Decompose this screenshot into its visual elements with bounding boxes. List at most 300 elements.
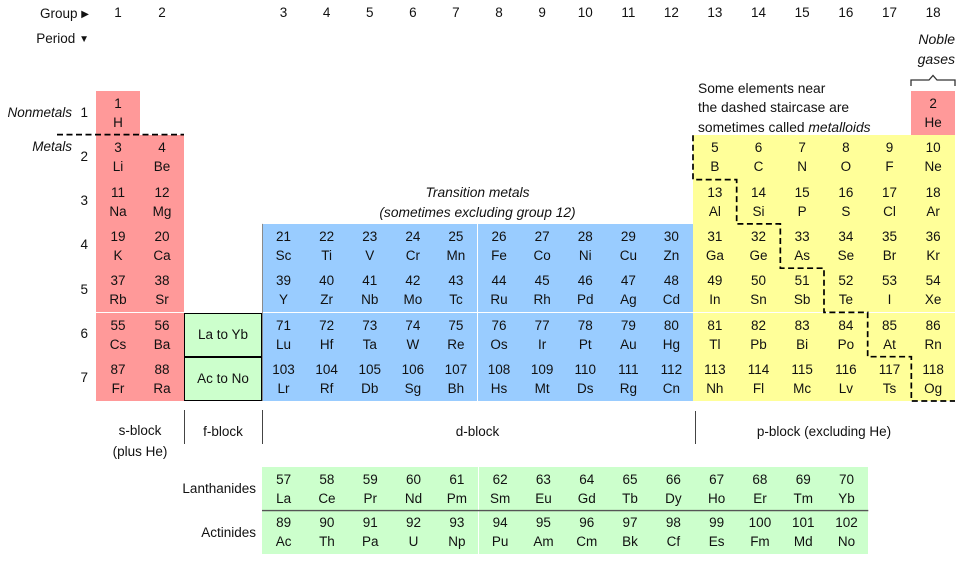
lanthanide-cell-Nd bbox=[392, 467, 435, 511]
element-cell-Pb bbox=[737, 313, 781, 357]
element-symbol: Rg bbox=[619, 380, 637, 396]
atomic-number: 114 bbox=[747, 361, 770, 377]
element-symbol: Lr bbox=[277, 380, 290, 396]
atomic-number: 12 bbox=[154, 184, 170, 200]
element-symbol: Bh bbox=[447, 380, 465, 396]
element-symbol: Sm bbox=[490, 490, 511, 506]
element-cell-Se bbox=[824, 224, 868, 268]
atomic-number: 9 bbox=[885, 140, 894, 156]
lanthanide-cell-Pm bbox=[435, 467, 478, 511]
element-cell-F bbox=[868, 135, 912, 179]
element-cell-Cn bbox=[650, 357, 693, 401]
element-cell-Zr bbox=[305, 268, 348, 312]
element-cell-Ga bbox=[693, 224, 737, 268]
group-number-12: 12 bbox=[663, 5, 679, 20]
atomic-number: 24 bbox=[405, 229, 421, 245]
atomic-number: 95 bbox=[535, 515, 551, 531]
element-symbol: Po bbox=[837, 336, 855, 352]
element-symbol: Nd bbox=[404, 490, 423, 506]
atomic-number: 118 bbox=[922, 361, 944, 377]
atomic-number: 16 bbox=[838, 184, 854, 200]
element-symbol: He bbox=[924, 115, 942, 131]
element-symbol: Bk bbox=[622, 534, 638, 550]
element-cell-H bbox=[96, 91, 140, 135]
element-cell-Mc bbox=[780, 357, 824, 401]
atomic-number: 80 bbox=[663, 317, 679, 333]
element-symbol: P bbox=[797, 203, 807, 219]
element-symbol: Sc bbox=[275, 248, 292, 264]
atomic-number: 76 bbox=[491, 317, 507, 333]
element-cell-Rb bbox=[96, 268, 140, 312]
element-cell-C bbox=[737, 135, 781, 179]
element-cell-Mn bbox=[434, 224, 477, 268]
element-cell-Ar bbox=[911, 180, 955, 224]
element-symbol: Li bbox=[112, 159, 124, 175]
element-symbol: Pd bbox=[576, 292, 594, 308]
nonmetals-label: Nonmetals bbox=[7, 105, 72, 120]
atomic-number: 3 bbox=[114, 140, 122, 156]
element-cell-Hs bbox=[478, 357, 521, 401]
atomic-number: 55 bbox=[110, 317, 126, 333]
element-symbol: Sn bbox=[750, 292, 767, 308]
group-number-1: 1 bbox=[114, 5, 122, 20]
atomic-number: 7 bbox=[798, 140, 806, 156]
atomic-number: 111 bbox=[618, 361, 639, 377]
element-symbol: Ti bbox=[321, 248, 333, 264]
atomic-number: 99 bbox=[709, 515, 725, 531]
element-cell-Hg bbox=[650, 313, 693, 357]
noble-gases-label bbox=[855, 29, 955, 69]
element-cell-Al bbox=[693, 180, 737, 224]
element-symbol: K bbox=[113, 248, 123, 264]
element-cell-Bh bbox=[434, 357, 477, 401]
element-cell-W bbox=[391, 313, 434, 357]
atomic-number: 44 bbox=[491, 273, 507, 289]
element-cell-At bbox=[868, 313, 912, 357]
element-symbol: Er bbox=[753, 490, 767, 506]
group-number-3: 3 bbox=[279, 5, 288, 20]
actinide-cell-Cf bbox=[652, 511, 695, 555]
metalloids-note bbox=[698, 79, 923, 137]
element-cell-Ts bbox=[868, 357, 912, 401]
actinide-cell-Cm bbox=[565, 511, 608, 555]
element-cell-Te bbox=[824, 268, 868, 312]
lanthanide-cell-Tb bbox=[608, 467, 651, 511]
element-symbol: Hs bbox=[490, 380, 508, 396]
element-symbol: Be bbox=[153, 159, 171, 175]
atomic-number: 112 bbox=[660, 361, 683, 377]
atomic-number: 56 bbox=[154, 317, 170, 333]
element-symbol: Mg bbox=[152, 203, 172, 219]
element-symbol: Ds bbox=[576, 380, 594, 396]
actinide-cell-Es bbox=[695, 511, 738, 555]
element-cell-Pd bbox=[564, 268, 607, 312]
element-symbol: Fm bbox=[750, 534, 770, 550]
element-symbol: Lu bbox=[276, 336, 292, 352]
element-cell-Ne bbox=[911, 135, 955, 179]
s-block-label bbox=[96, 421, 184, 462]
element-cell-Rf bbox=[305, 357, 348, 401]
element-symbol: Dy bbox=[665, 490, 682, 506]
element-symbol: Ce bbox=[318, 490, 336, 506]
atomic-number: 96 bbox=[579, 515, 595, 531]
atomic-number: 27 bbox=[534, 229, 550, 245]
element-symbol: Np bbox=[448, 534, 466, 550]
atomic-number: 6 bbox=[754, 140, 763, 156]
element-symbol: Nh bbox=[706, 380, 724, 396]
element-symbol: Ra bbox=[153, 380, 171, 396]
atomic-number: 68 bbox=[752, 471, 768, 487]
period-label-text: Period bbox=[36, 31, 76, 46]
element-cell-Ti bbox=[305, 224, 348, 268]
element-symbol: Ts bbox=[882, 380, 897, 396]
period-number-3: 3 bbox=[80, 193, 88, 209]
atomic-number: 40 bbox=[319, 273, 335, 289]
atomic-number: 23 bbox=[362, 229, 378, 245]
element-cell-Ds bbox=[564, 357, 607, 401]
atomic-number: 60 bbox=[406, 471, 422, 487]
element-symbol: Th bbox=[319, 534, 335, 550]
element-symbol: Ir bbox=[538, 336, 547, 352]
atomic-number: 8 bbox=[842, 140, 850, 156]
period-number-6: 6 bbox=[80, 326, 88, 341]
atomic-number: 65 bbox=[622, 471, 638, 487]
atomic-number: 13 bbox=[707, 184, 723, 200]
atomic-number: 71 bbox=[276, 317, 292, 333]
element-cell-B bbox=[693, 135, 737, 179]
metalloids-note-line2: the dashed staircase are bbox=[698, 100, 850, 116]
element-symbol: Md bbox=[793, 534, 813, 550]
element-symbol: Db bbox=[361, 380, 379, 396]
atomic-number: 88 bbox=[154, 361, 170, 377]
group-right-arrow-icon: ▶ bbox=[81, 9, 89, 20]
element-cell-Fr bbox=[96, 357, 140, 401]
element-symbol: Ne bbox=[924, 159, 942, 175]
element-cell-As bbox=[780, 224, 824, 268]
element-symbol: Eu bbox=[535, 490, 552, 506]
actinide-cell-Th bbox=[305, 511, 348, 555]
element-symbol: Ca bbox=[153, 248, 171, 264]
atomic-number: 41 bbox=[362, 273, 378, 289]
group-number-17: 17 bbox=[881, 5, 897, 20]
metals-label: Metals bbox=[32, 139, 72, 154]
atomic-number: 72 bbox=[319, 317, 335, 333]
atomic-number: 84 bbox=[838, 317, 854, 333]
element-cell-Sc bbox=[262, 224, 305, 268]
element-symbol: Sr bbox=[155, 292, 169, 308]
atomic-number: 18 bbox=[925, 184, 941, 200]
element-symbol: Cl bbox=[883, 203, 896, 219]
atomic-number: 63 bbox=[535, 471, 551, 487]
atomic-number: 39 bbox=[276, 273, 292, 289]
element-cell-Hf bbox=[305, 313, 348, 357]
noble-gases-line1: Noble bbox=[918, 31, 955, 47]
element-symbol: Ar bbox=[926, 203, 940, 219]
atomic-number: 59 bbox=[362, 471, 378, 487]
lanthanide-cell-Pr bbox=[349, 467, 392, 511]
element-symbol: Tb bbox=[622, 490, 638, 506]
element-cell-Mg bbox=[140, 180, 184, 224]
atomic-number: 49 bbox=[707, 273, 723, 289]
atomic-number: 115 bbox=[791, 361, 813, 377]
element-symbol: Cm bbox=[576, 534, 598, 550]
element-symbol: Am bbox=[533, 534, 554, 550]
s-f-divider-line bbox=[184, 410, 185, 444]
atomic-number: 26 bbox=[491, 229, 507, 245]
group-number-8: 8 bbox=[495, 5, 503, 20]
p-block-label: p-block (excluding He) bbox=[756, 424, 892, 439]
atomic-number: 117 bbox=[878, 361, 901, 377]
element-cell-Ba bbox=[140, 313, 184, 357]
group-number-7: 7 bbox=[452, 5, 460, 20]
element-symbol: Os bbox=[490, 336, 508, 352]
atomic-number: 92 bbox=[406, 515, 422, 531]
atomic-number: 79 bbox=[620, 317, 636, 333]
actinides-label: Actinides bbox=[201, 525, 256, 540]
element-symbol: Ac bbox=[275, 534, 292, 550]
group-number-5: 5 bbox=[365, 5, 374, 20]
element-cell-Mt bbox=[521, 357, 564, 401]
element-symbol: Si bbox=[752, 203, 765, 219]
lanthanide-cell-Eu bbox=[522, 467, 565, 511]
atomic-number: 110 bbox=[574, 361, 596, 377]
element-symbol: Ni bbox=[578, 248, 592, 264]
element-cell-Tc bbox=[434, 268, 477, 312]
metalloids-word: metalloids bbox=[808, 119, 871, 135]
element-symbol: Pb bbox=[750, 336, 767, 352]
element-cell-Rh bbox=[521, 268, 564, 312]
lanthanide-cell-La bbox=[262, 467, 305, 511]
group-number-6: 6 bbox=[409, 5, 417, 20]
s-block-label-line1: s-block bbox=[118, 423, 162, 438]
element-symbol: No bbox=[837, 534, 856, 550]
element-cell-Cu bbox=[607, 224, 650, 268]
lanthanide-cell-Er bbox=[738, 467, 781, 511]
actinide-cell-No bbox=[825, 511, 868, 555]
element-cell-Zn bbox=[650, 224, 693, 268]
element-symbol: Xe bbox=[924, 292, 942, 308]
element-cell-Fl bbox=[737, 357, 781, 401]
element-symbol: Tc bbox=[449, 292, 463, 308]
atomic-number: 11 bbox=[110, 184, 125, 200]
actinide-cell-Am bbox=[522, 511, 565, 555]
element-symbol: Tm bbox=[793, 490, 813, 506]
atomic-number: 57 bbox=[276, 471, 292, 487]
element-cell-Ir bbox=[521, 313, 564, 357]
atomic-number: 108 bbox=[487, 361, 511, 377]
actinide-cell-Pu bbox=[479, 511, 522, 555]
group-number-15: 15 bbox=[794, 5, 810, 20]
element-cell-Ni bbox=[564, 224, 607, 268]
element-cell-Si bbox=[737, 180, 781, 224]
element-cell-N bbox=[780, 135, 824, 179]
f-block-label: f-block bbox=[203, 424, 243, 439]
atomic-number: 38 bbox=[154, 273, 170, 289]
element-symbol: Fl bbox=[752, 380, 765, 396]
element-symbol: Ru bbox=[490, 292, 508, 308]
element-cell-Rn bbox=[911, 313, 955, 357]
atomic-number: 48 bbox=[663, 273, 679, 289]
atomic-number: 78 bbox=[577, 317, 593, 333]
element-symbol: Mc bbox=[793, 380, 812, 396]
atomic-number: 43 bbox=[448, 273, 464, 289]
group-number-9: 9 bbox=[538, 5, 546, 20]
atomic-number: 89 bbox=[276, 515, 292, 531]
transition-metals-line1: Transition metals bbox=[425, 185, 530, 200]
atomic-number: 70 bbox=[839, 471, 855, 487]
atomic-number: 98 bbox=[665, 515, 681, 531]
atomic-number: 86 bbox=[925, 317, 941, 333]
period-number-7: 7 bbox=[80, 370, 88, 386]
element-symbol: Pm bbox=[446, 490, 467, 506]
atomic-number: 17 bbox=[881, 184, 897, 200]
group-number-11: 11 bbox=[621, 5, 636, 20]
element-cell-P bbox=[780, 180, 824, 224]
element-symbol: Y bbox=[279, 292, 289, 308]
atomic-number: 91 bbox=[362, 515, 378, 531]
element-cell-Re bbox=[434, 313, 477, 357]
actinide-cell-Bk bbox=[608, 511, 651, 555]
element-cell-Br bbox=[868, 224, 912, 268]
element-cell-Sr bbox=[140, 268, 184, 312]
element-cell-Au bbox=[607, 313, 650, 357]
atomic-number: 32 bbox=[750, 229, 766, 245]
atomic-number: 107 bbox=[444, 361, 468, 377]
atomic-number: 102 bbox=[835, 515, 858, 531]
f-block-placeholder-actinides: Ac to No bbox=[184, 357, 262, 401]
element-cell-Co bbox=[521, 224, 564, 268]
element-symbol: Se bbox=[837, 248, 855, 264]
element-cell-Fe bbox=[478, 224, 521, 268]
element-cell-Rg bbox=[607, 357, 650, 401]
element-symbol: Mt bbox=[534, 380, 550, 396]
element-symbol: Ho bbox=[708, 490, 726, 506]
element-symbol: Cd bbox=[662, 292, 681, 308]
element-symbol: In bbox=[709, 292, 721, 308]
period-down-arrow-icon: ▼ bbox=[79, 34, 89, 45]
element-cell-Ra bbox=[140, 357, 184, 401]
element-symbol: Te bbox=[838, 292, 853, 308]
element-cell-Og bbox=[911, 357, 955, 401]
element-symbol: Kr bbox=[926, 248, 940, 264]
atomic-number: 2 bbox=[929, 96, 937, 112]
d-block-label: d-block bbox=[455, 424, 500, 439]
atomic-number: 106 bbox=[401, 361, 425, 377]
actinide-cell-Ac bbox=[262, 511, 305, 555]
element-symbol: Na bbox=[109, 203, 127, 219]
element-symbol: Sg bbox=[404, 380, 422, 396]
group-axis-label bbox=[10, 6, 89, 21]
element-symbol: Zr bbox=[320, 292, 334, 308]
lanthanide-cell-Tm bbox=[782, 467, 825, 511]
actinide-cell-Md bbox=[782, 511, 825, 555]
atomic-number: 90 bbox=[319, 515, 335, 531]
period-number-5: 5 bbox=[80, 281, 88, 297]
element-symbol: Ba bbox=[153, 336, 171, 352]
element-cell-Sg bbox=[391, 357, 434, 401]
element-cell-Mo bbox=[391, 268, 434, 312]
element-symbol: F bbox=[885, 159, 894, 175]
element-cell-Xe bbox=[911, 268, 955, 312]
atomic-number: 93 bbox=[449, 515, 465, 531]
atomic-number: 15 bbox=[794, 184, 810, 200]
element-symbol: Rf bbox=[319, 380, 334, 396]
atomic-number: 5 bbox=[711, 140, 719, 156]
lanthanide-cell-Ho bbox=[695, 467, 738, 511]
atomic-number: 50 bbox=[750, 273, 766, 289]
atomic-number: 33 bbox=[794, 229, 810, 245]
atomic-number: 67 bbox=[709, 471, 725, 487]
atomic-number: 87 bbox=[110, 361, 126, 377]
atomic-number: 74 bbox=[405, 317, 421, 333]
atomic-number: 116 bbox=[835, 361, 857, 377]
element-symbol: Es bbox=[708, 534, 725, 550]
atomic-number: 20 bbox=[154, 229, 170, 245]
element-cell-V bbox=[348, 224, 391, 268]
atomic-number: 34 bbox=[838, 229, 854, 245]
atomic-number: 53 bbox=[881, 273, 897, 289]
group-number-18: 18 bbox=[925, 5, 941, 20]
element-symbol: Zn bbox=[663, 248, 680, 264]
actinide-cell-U bbox=[392, 511, 435, 555]
element-symbol: Mn bbox=[446, 248, 466, 264]
atomic-number: 37 bbox=[110, 273, 126, 289]
group-number-10: 10 bbox=[577, 5, 593, 20]
element-symbol: Br bbox=[882, 248, 897, 264]
atomic-number: 69 bbox=[795, 471, 811, 487]
atomic-number: 10 bbox=[925, 140, 941, 156]
element-symbol: V bbox=[365, 248, 375, 264]
atomic-number: 14 bbox=[750, 184, 766, 200]
element-cell-Ag bbox=[607, 268, 650, 312]
element-cell-Ge bbox=[737, 224, 781, 268]
atomic-number: 103 bbox=[272, 361, 295, 377]
period-number-1: 1 bbox=[80, 104, 88, 120]
element-symbol: W bbox=[406, 336, 420, 352]
lanthanide-cell-Dy bbox=[652, 467, 695, 511]
metalloids-note-line1: Some elements near bbox=[698, 81, 826, 96]
period-number-4: 4 bbox=[80, 237, 88, 253]
element-symbol: Pr bbox=[363, 490, 377, 506]
lanthanide-cell-Gd bbox=[565, 467, 608, 511]
element-cell-Ru bbox=[478, 268, 521, 312]
element-symbol: Og bbox=[924, 380, 943, 396]
element-symbol: H bbox=[113, 115, 123, 131]
atomic-number: 109 bbox=[530, 361, 554, 377]
atomic-number: 29 bbox=[620, 229, 636, 245]
lanthanides-label: Lanthanides bbox=[182, 481, 256, 496]
atomic-number: 25 bbox=[448, 229, 464, 245]
element-cell-Ta bbox=[348, 313, 391, 357]
atomic-number: 113 bbox=[704, 361, 726, 377]
atomic-number: 21 bbox=[276, 229, 292, 245]
atomic-number: 97 bbox=[622, 515, 638, 531]
element-cell-Cr bbox=[391, 224, 434, 268]
element-symbol: N bbox=[797, 159, 808, 175]
atomic-number: 77 bbox=[534, 317, 550, 333]
atomic-number: 62 bbox=[492, 471, 508, 487]
period-number-2: 2 bbox=[80, 148, 88, 164]
element-symbol: Hg bbox=[662, 336, 681, 352]
element-symbol: As bbox=[794, 248, 811, 264]
element-symbol: Fe bbox=[491, 248, 507, 264]
element-symbol: Gd bbox=[577, 490, 596, 506]
group-number-4: 4 bbox=[322, 5, 331, 20]
element-cell-S bbox=[824, 180, 868, 224]
element-symbol: Cu bbox=[619, 248, 637, 264]
transition-metals-note bbox=[262, 183, 693, 222]
element-cell-Sn bbox=[737, 268, 781, 312]
